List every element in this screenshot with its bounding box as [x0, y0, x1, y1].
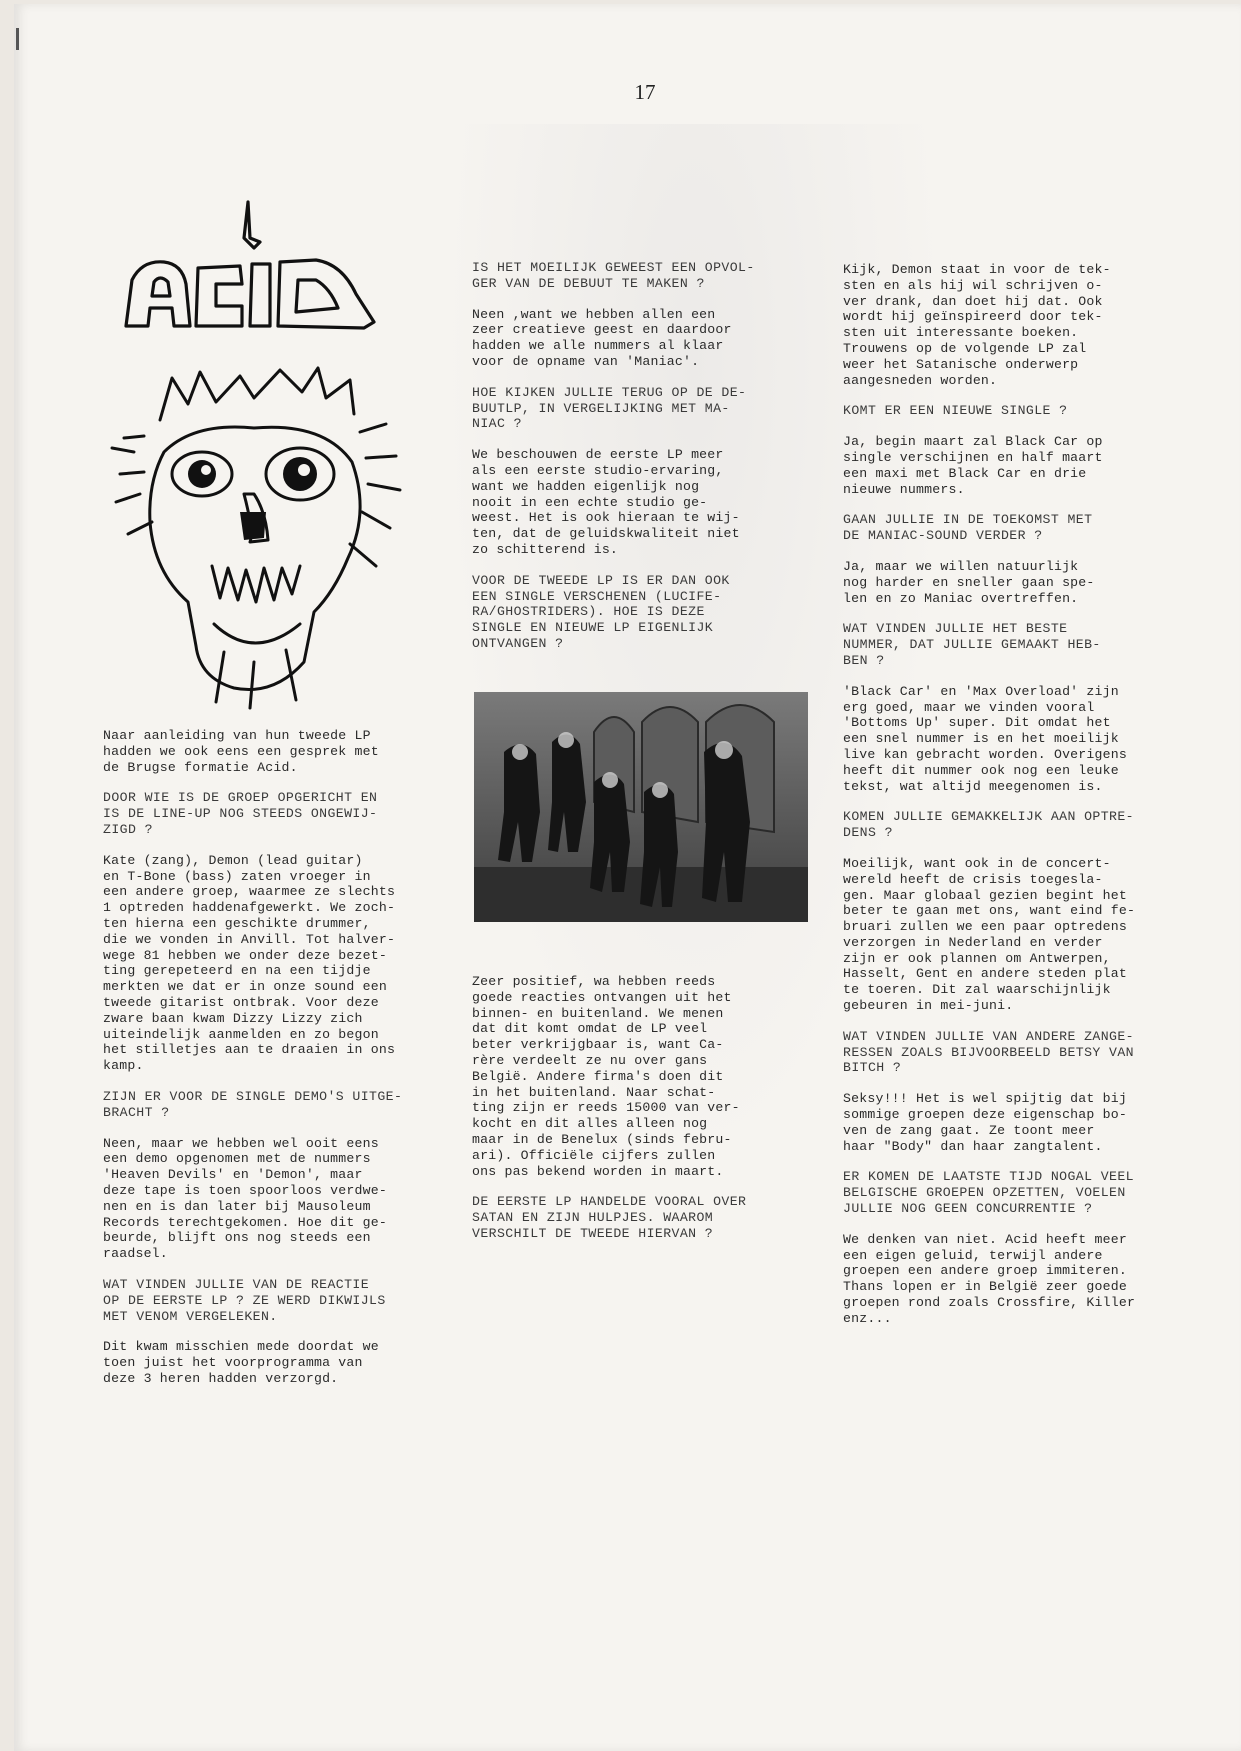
answer-paragraph: Kijk, Demon staat in voor de tek- sten en als hij wil schrijven o- ver drank, dan doet hij dat. Ook wordt hij geïnspireerd door tek- sten uit interessante boeken. Trouwens op de volgende LP zal weer het Satanische onderwerp aangesneden worden. [843, 262, 1111, 388]
binding-mark [16, 28, 19, 50]
skull-illustration [104, 362, 414, 712]
question-paragraph: WAT VINDEN JULLIE VAN ANDERE ZANGE- RESSEN ZOALS BIJVOORBEELD BETSY VAN BITCH ? [843, 1028, 1134, 1076]
answer-paragraph: Seksy!!! Het is wel spijtig dat bij sommige groepen deze eigenschap bo- ven de zang gaat. Ze toont meer haar "Body" dan haar zangtalent. [843, 1091, 1127, 1154]
answer-paragraph: Ja, begin maart zal Black Car op single verschijnen en half maart een maxi met Black Car en drie nieuwe nummers. [843, 434, 1103, 497]
question-paragraph: DOOR WIE IS DE GROEP OPGERICHT EN IS DE LINE-UP NOG STEEDS ONGEWIJ- ZIGD ? [103, 790, 378, 837]
band-photo [474, 692, 808, 922]
answer-paragraph: We beschouwen de eerste LP meer als een eerste studio-ervaring, want we hadden eigenlijk nog nooit in een echte studio ge- weest. Het is ook hieraan te wij- ten, dat de geluidskwaliteit niet zo schitterend is. [472, 447, 740, 557]
answer-paragraph: Moeilijk, want ook in de concert- wereld heeft de crisis toegesla- gen. Maar globaal gezien begint het beter te gaan met ons, want eind fe- bruari zullen we een paar optredens verzorgen in Nederland en verder zijn er ook plannen om Antwerpen, Hasselt, Gent en andere steden plat te toeren. Dit zal waarschijnlijk gebeuren in mei-juni. [843, 855, 1136, 1014]
question-paragraph: ZIJN ER VOOR DE SINGLE DEMO'S UITGE- BRACHT ? [103, 1088, 403, 1120]
question-paragraph: KOMEN JULLIE GEMAKKELIJK AAN OPTRE- DENS ? [843, 809, 1134, 841]
answer-paragraph: 'Black Car' en 'Max Overload' zijn erg goed, maar we vinden vooral 'Bottoms Up' super. Dit omdat het een snel nummer is en het moeilijk live kan gebracht worden. Overigens heeft dit nummer ook nog een leuke tekst, wat altijd meegenomen is. [843, 683, 1127, 794]
question-paragraph: DE EERSTE LP HANDELDE VOORAL OVER SATAN EN ZIJN HULPJES. WAAROM VERSCHILT DE TWEEDE HIERVAN ? [472, 1194, 747, 1241]
text-column-1 [103, 728, 448, 1402]
question-paragraph: GAAN JULLIE IN DE TOEKOMST MET DE MANIAC-SOUND VERDER ? [843, 512, 1093, 544]
answer-paragraph: Dit kwam misschien mede doordat we toen juist het voorprogramma van deze 3 heren hadden verzorgd. [103, 1339, 379, 1386]
question-paragraph: KOMT ER EEN NIEUWE SINGLE ? [843, 403, 1068, 419]
question-paragraph: WAT VINDEN JULLIE VAN DE REACTIE OP DE EERSTE LP ? ZE WERD DIKWIJLS MET VENOM VERGELEKEN. [103, 1276, 386, 1324]
question-paragraph: ER KOMEN DE LAATSTE TIJD NOGAL VEEL BELGISCHE GROEPEN OPZETTEN, VOELEN JULLIE NOG GEEN CONCURRENTIE ? [843, 1169, 1134, 1217]
answer-paragraph: Naar aanleiding van hun tweede LP hadden we ook eens een gesprek met de Brugse formatie Acid. [103, 728, 379, 775]
text-column-3 [843, 262, 1188, 1342]
question-paragraph: HOE KIJKEN JULLIE TERUG OP DE DE- BUUTLP, IN VERGELIJKING MET MA- NIAC ? [472, 384, 747, 432]
acid-logo [120, 198, 390, 348]
page-number: 17 [634, 80, 656, 104]
answer-paragraph: Neen, maar we hebben wel ooit eens een demo opgenomen met de nummers 'Heaven Devils' en 'Demon', maar deze tape is toen spoorloos verdwe- nen en is dan later bij Mausoleum Records terechtgekomen. Hoe dit ge- beurde, blijft ons nog steeds een raadsel. [103, 1135, 387, 1262]
answer-paragraph: Neen ,want we hebben allen een zeer creatieve geest en daardoor hadden we alle nummers al klaar voor de opname van 'Maniac'. [472, 306, 732, 369]
answer-paragraph: Kate (zang), Demon (lead guitar) en T-Bone (bass) zaten vroeger in een andere groep, waarmee ze slechts 1 optreden haddenafgewerkt. We zoch- ten hierna een geschikte drummer, die we vonden in Anvill. Tot halver- wege 81 hebben we onder deze bezet- ting gerepeteerd en na een tijdje merkten we dat er in onze sound een tweede gitarist ontbrak. Voor deze zware baan kwam Dizzy Lizzy zich uiteindelijk aanmelden en zo begon het stilletjes aan te draaien in ons kamp. [103, 852, 396, 1074]
question-paragraph: WAT VINDEN JULLIE HET BESTE NUMMER, DAT JULLIE GEMAAKT HEB- BEN ? [843, 621, 1101, 668]
answer-paragraph: Zeer positief, wa hebben reeds goede reacties ontvangen uit het binnen- en buitenland. We menen dat dit komt omdat de LP veel beter verkrijgbaar is, want Ca- rère verdeelt ze nu over gans België. Andere firma's doen dit in het buitenland. Naar schat- ting zijn er reeds 15000 van ver- kocht en dit alles alleen nog maar in de Benelux (sinds febru- ari). Officiële cijfers zullen ons pas bekend worden in maart. [472, 974, 740, 1179]
text-column-2-bottom [472, 974, 817, 1257]
answer-paragraph: We denken van niet. Acid heeft meer een eigen geluid, terwijl andere groepen een andere groep immiteren. Thans lopen er in België zeer goede groepen rond zoals Crossfire, Killer enz... [843, 1231, 1136, 1326]
question-paragraph: VOOR DE TWEEDE LP IS ER DAN OOK EEN SINGLE VERSCHENEN (LUCIFE- RA/GHOSTRIDERS). HOE IS DEZE SINGLE EN NIEUWE LP EIGENLIJK ONTVANGEN ? [472, 572, 730, 651]
question-paragraph: IS HET MOEILIJK GEWEEST EEN OPVOL- GER VAN DE DEBUUT TE MAKEN ? [472, 260, 755, 291]
answer-paragraph: Ja, maar we willen natuurlijk nog harder en sneller gaan spe- len en zo Maniac overtreffen. [843, 558, 1095, 606]
text-column-2-top [472, 260, 817, 667]
